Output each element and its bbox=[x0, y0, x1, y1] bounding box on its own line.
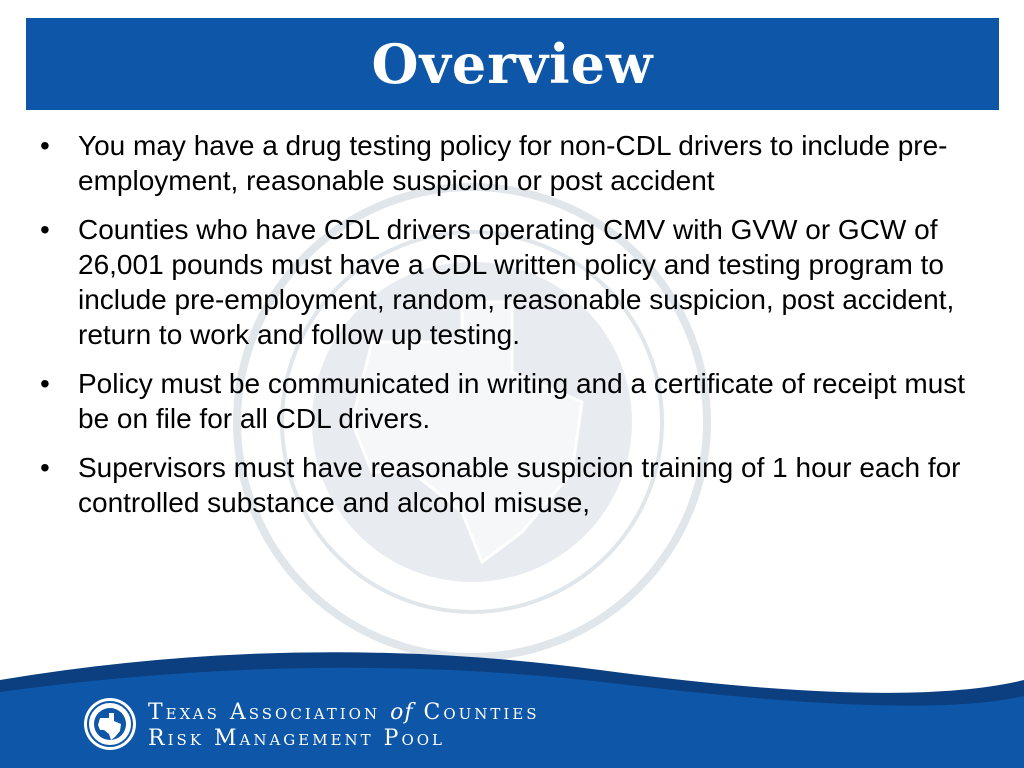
bullet-list bbox=[28, 128, 978, 534]
seal-logo-icon bbox=[82, 696, 138, 752]
bullet-marker: • bbox=[40, 452, 50, 483]
bullet-text: You may have a drug testing policy for non-CDL drivers to include pre-employment, reasonable suspicion or post accident bbox=[78, 130, 948, 196]
bullet-marker: • bbox=[40, 368, 50, 399]
bullet-text: Policy must be communicated in writing and a certificate of receipt must be on file for all CDL drivers. bbox=[78, 368, 966, 434]
footer-org-part2: Counties bbox=[413, 700, 540, 725]
bullet-item bbox=[28, 450, 978, 520]
footer-org-of: of bbox=[390, 700, 414, 725]
bullet-marker: • bbox=[40, 214, 50, 245]
bullet-item bbox=[28, 366, 978, 436]
bullet-item bbox=[28, 128, 978, 198]
bullet-item bbox=[28, 212, 978, 352]
footer-org-name bbox=[148, 700, 540, 725]
bullet-text: Counties who have CDL drivers operating CMV with GVW or GCW of 26,001 pounds must have a CDL written policy and testing program to include pre-employment, random, reasonable suspicion, post accident, return to work and follow up testing. bbox=[78, 214, 955, 350]
bullet-marker: • bbox=[40, 130, 50, 161]
slide-title: Overview bbox=[371, 32, 654, 96]
footer-pool-name: Risk Management Pool bbox=[148, 726, 446, 751]
title-bar bbox=[26, 18, 999, 110]
bullet-text: Supervisors must have reasonable suspicion training of 1 hour each for controlled substance and alcohol misuse, bbox=[78, 452, 961, 518]
footer-org-part1: Texas Association bbox=[148, 700, 391, 725]
